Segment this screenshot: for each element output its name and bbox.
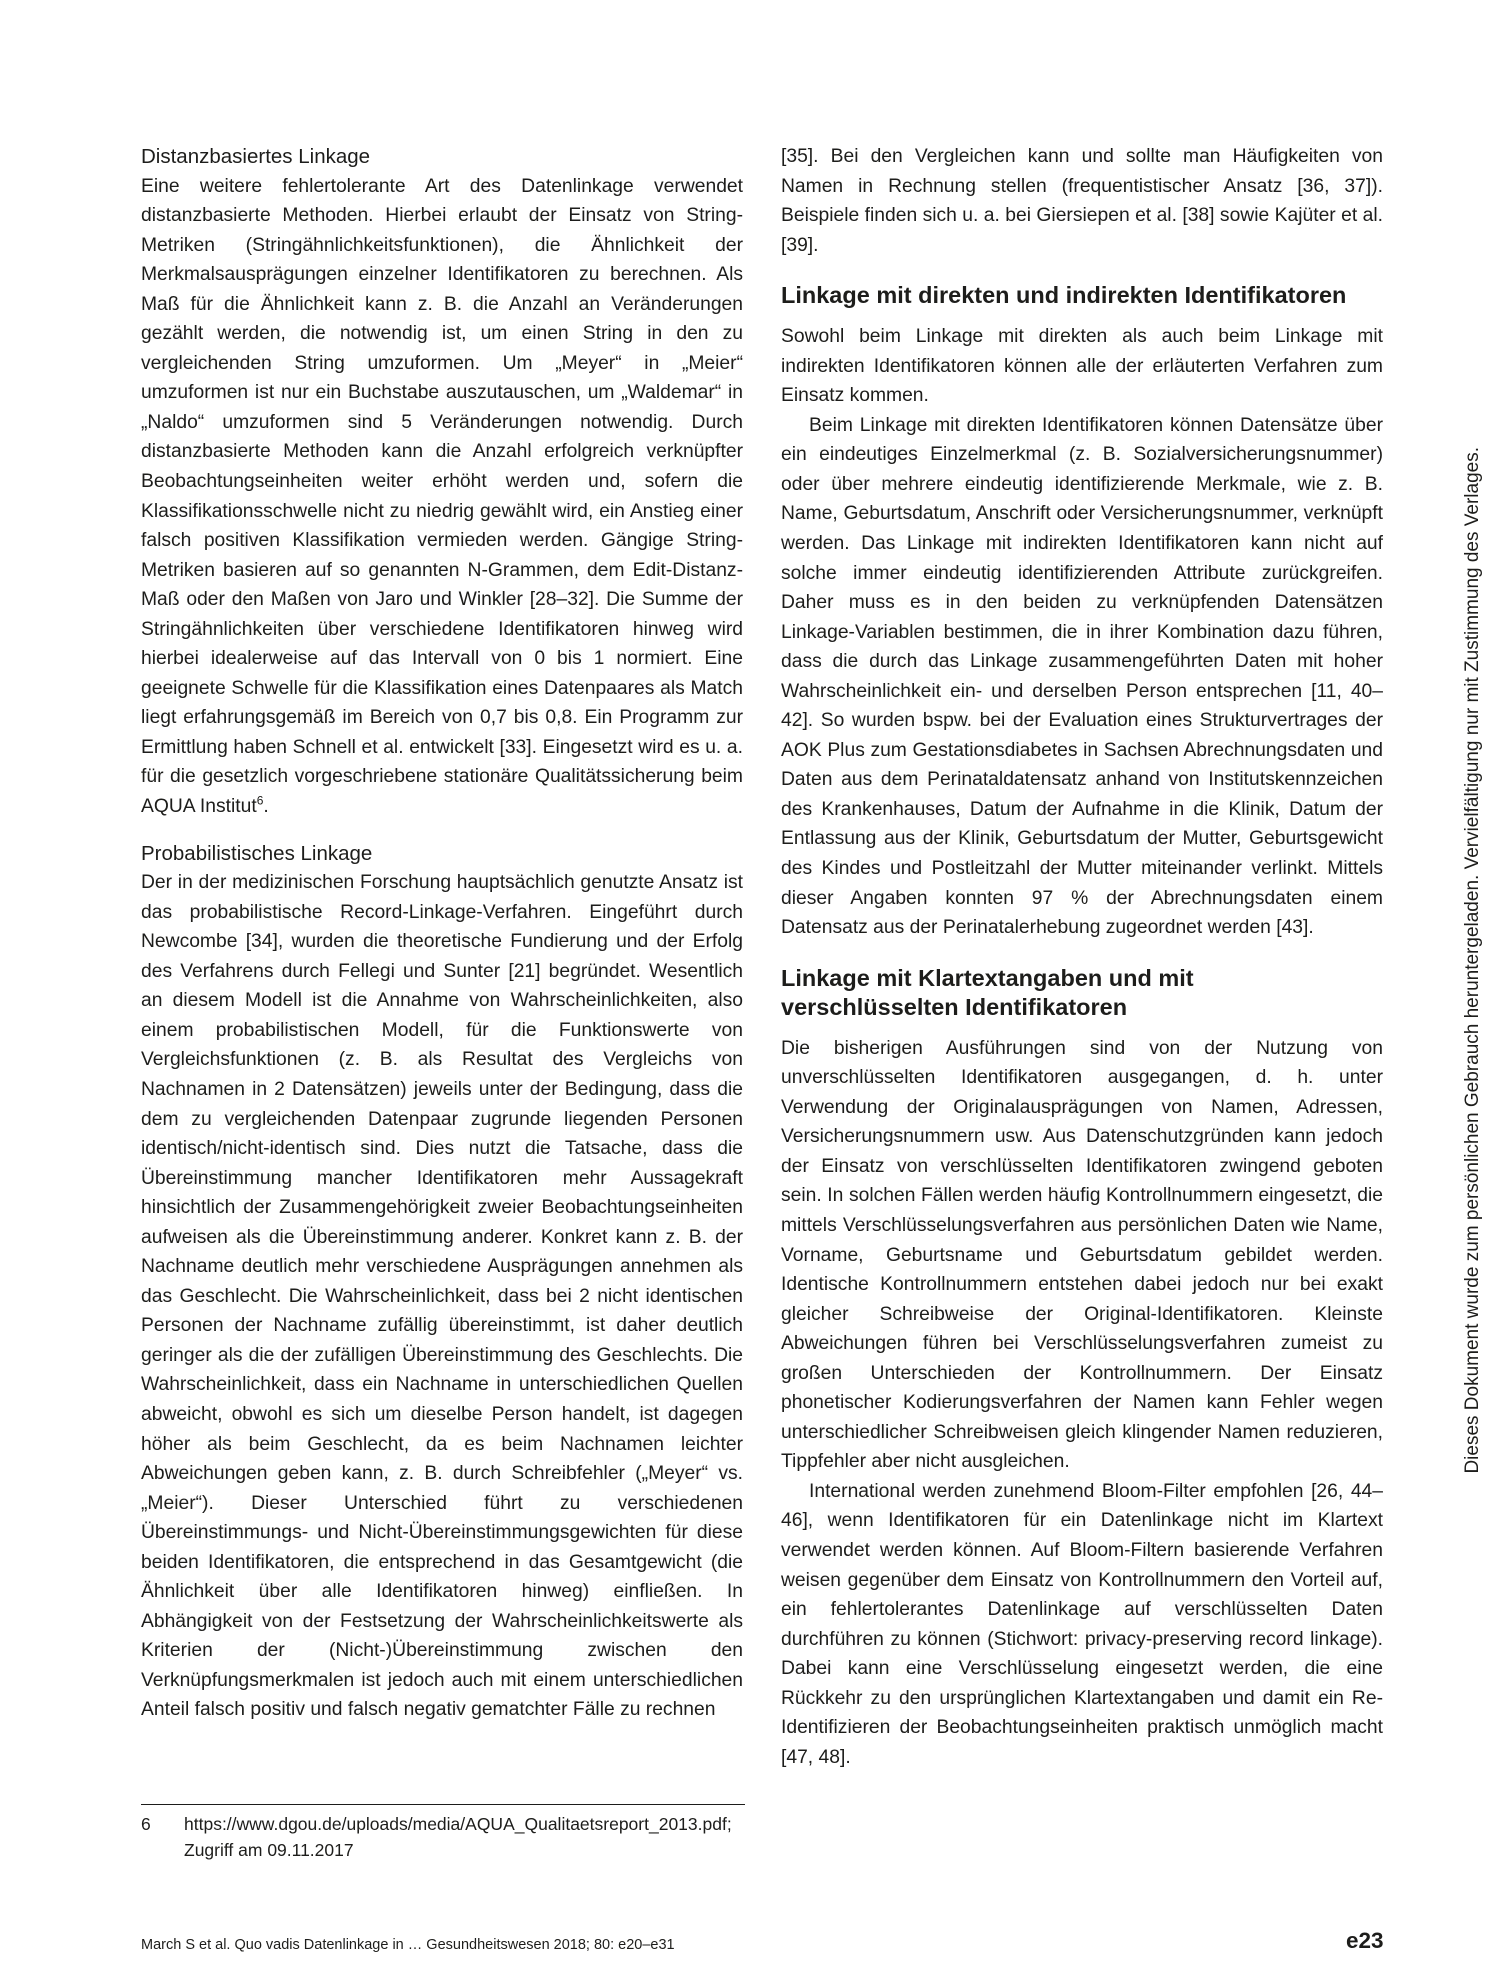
paragraph: Sowohl beim Linkage mit direkten als auch beim Linkage mit indirekten Identifikatoren können alle der erläuterten Verfahren zum Einsatz kommen.	[781, 326, 1383, 407]
heading-line: Linkage mit Klartextangaben und mit	[781, 964, 1194, 991]
footnote-divider	[141, 1804, 745, 1805]
paragraph: Beim Linkage mit direkten Identifikatoren können Datensätze über ein eindeutiges Einzelmerkmal (z. B. Sozialversicherungsnummer) oder über mehrere eindeutig identifizierende Merkmale, wie z. B. Name, Geburtsdatum, Anschrift oder Versicherungsnummer, verknüpft werden. Das Linkage mit indirekten Identifikatoren kann nicht auf solche immer eindeutig identifizierenden Attribute zurückgreifen. Daher muss es in den beiden zu verknüpfenden Datensätzen Linkage-Variablen bestimmen, die in ihrer Kombination dazu führen, dass die durch das Linkage zusammengeführten Daten mit hoher Wahrscheinlichkeit ein- und derselben Person entsprechen [11, 40–42]. So wurden bspw. bei der Evaluation eines Strukturvertrages der AOK Plus zum Gestationsdiabetes in Sachsen Abrechnungsdaten und Daten aus dem Perinataldatensatz anhand von Institutskennzeichen des Krankenhauses, Datum der Aufnahme in die Klinik, Datum der Entlassung aus der Klinik, Geburtsdatum der Mutter, Geburtsgewicht des Kindes und Postleitzahl der Mutter miteinander verlinkt. Mittels dieser Angaben konnten 97 % der Abrechnungsdaten einem Datensatz aus der Perinatalerhebung zugeordnet werden [43].	[781, 414, 1383, 939]
footer-citation: March S et al. Quo vadis Datenlinkage in … Gesundheitswesen 2018; 80: e20–e31	[141, 1937, 675, 1953]
footnote-number: 6	[141, 1814, 151, 1834]
paragraph: Eine weitere fehlertolerante Art des Datenlinkage verwendet distanzbasierte Methoden. Hierbei erlaubt der Einsatz von String-Metriken (Stringähnlichkeitsfunktionen), die Ähnlichkeit der Merkmalsausprägungen einzelner Identifikatoren zu berechnen. Als Maß für die Ähnlichkeit kann z. B. die Anzahl an Veränderungen gezählt werden, die notwendig ist, um einen String in den zu vergleichenden String umzuformen. Um „Meyer“ in „Meier“ umzuformen ist nur ein Buchstabe auszutauschen, um „Waldemar“ in „Naldo“ umzuformen sind 5 Veränderungen notwendig. Durch distanzbasierte Methoden kann die Anzahl erfolgreich verknüpfter Beobachtungseinheiten weiter erhöht werden und, sofern die Klassifikationsschwelle nicht zu niedrig gewählt wird, ein Anstieg einer falsch positiven Klassifikation vermieden werden. Gängige String-Metriken basieren auf so genannten N-Grammen, dem Edit-Distanz-Maß oder den Maßen von Jaro und Winkler [28–32]. Die Summe der Stringähnlichkeiten über verschiedene Identifikatoren hinweg wird hierbei idealerweise auf das Intervall von 0 bis 1 normiert. Eine geeignete Schwelle für die Klassifikation eines Datenpaares als Match liegt erfahrungsgemäß im Bereich von 0,7 bis 0,8. Ein Programm zur Ermittlung haben Schnell et al. entwickelt [33]. Eingesetzt wird es u. a. für die gesetzlich vorgeschriebene stationäre Qualitätssicherung beim AQUA Institut$^6$.	[141, 175, 743, 818]
footnote-link[interactable]: https://www.dgou.de/uploads/media/AQUA_Qualitaetsreport_2013.pdf; Zugriff am 09.11.2017	[184, 1814, 732, 1860]
heading-line: verschlüsselten Identifikatoren	[781, 993, 1128, 1020]
paragraph-text: Eine weitere fehlertolerante Art des Datenlinkage verwendet distanzbasierte Methoden. Hierbei erlaubt der Einsatz von String-Metriken (Stringähnlichkeitsfunktionen), die Ähnlichkeit der Merkmalsausprägungen einzelner Identifikatoren zu berechnen. Als Maß für die Ähnlichkeit kann z. B. die Anzahl an Veränderungen gezählt werden, die notwendig ist, um einen String in den zu vergleichenden String umzuformen. Um „Meyer“ in „Meier“ umzuformen ist nur ein Buchstabe auszutauschen, um „Waldemar“ in „Naldo“ umzuformen sind 5 Veränderungen notwendig. Durch distanzbasierte Methoden kann die Anzahl erfolgreich verknüpfter Beobachtungseinheiten weiter erhöht werden und, sofern die Klassifikationsschwelle nicht zu niedrig gewählt wird, ein Anstieg einer falsch positiven Klassifikation vermieden werden. Gängige String-Metriken basieren auf so genannten N-Grammen, dem Edit-Distanz-Maß oder den Maßen von Jaro und Winkler [28–32]. Die Summe der Stringähnlichkeiten über verschiedene Identifikatoren hinweg wird hierbei idealerweise auf das Intervall von 0 bis 1 normiert. Eine geeignete Schwelle für die Klassifikation eines Datenpaares als Match liegt erfahrungsgemäß im Bereich von 0,7 bis 0,8. Ein Programm zur Ermittlung haben Schnell et al. entwickelt [33]. Eingesetzt wird es u. a. für die gesetzlich vorgeschriebene stationäre Qualitätssicherung beim AQUA Institut	[141, 175, 743, 818]
section-heading-direkte-indirekte: Linkage mit direkten und indirekten Identifikatoren	[781, 282, 1347, 309]
section-heading-klartext	[781, 964, 1383, 1022]
paragraph-continuation: [35]. Bei den Vergleichen kann und sollte man Häufigkeiten von Namen in Rechnung stellen (frequentistischer Ansatz [36, 37]). Beispiele finden sich u. a. bei Giersiepen et al. [38] sowie Kajüter et al. [39].	[781, 146, 1383, 256]
copyright-sidebar-notice: Dieses Dokument wurde zum persönlichen Gebrauch heruntergeladen. Vervielfältigung nur mit Zustimmung des Verlages.	[1462, 447, 1483, 1474]
left-column	[141, 142, 743, 1725]
footnote	[141, 1811, 745, 1863]
paragraph: International werden zunehmend Bloom-Filter empfohlen [26, 44–46], wenn Identifikatoren für ein Datenlinkage nicht im Klartext verwendet werden können. Auf Bloom-Filtern basierende Verfahren weisen gegenüber dem Einsatz von Kontrollnummern den Vorteil auf, ein fehlertolerantes Datenlinkage auf verschlüsselten Daten durchführen zu können (Stichwort: privacy-preserving record linkage). Dabei kann eine Verschlüsselung eingesetzt werden, die eine Rückkehr zu den ursprünglichen Klartextangaben und damit ein Re-Identifizieren der Beobachtungseinheiten praktisch unmöglich macht [47, 48].	[781, 1480, 1383, 1768]
right-column	[781, 142, 1383, 1772]
paragraph: Die bisherigen Ausführungen sind von der Nutzung von unverschlüsselten Identifikatoren ausgegangen, d. h. unter Verwendung der Originalausprägungen von Namen, Adressen, Versicherungsnummern usw. Aus Datenschutzgründen kann jedoch der Einsatz von verschlüsselten Identifikatoren zwingend geboten sein. In solchen Fällen werden häufig Kontrollnummern eingesetzt, die mittels Verschlüsselungsverfahren aus persönlichen Daten wie Name, Vorname, Geburtsname und Geburtsdatum gebildet werden. Identische Kontrollnummern entstehen dabei jedoch nur bei exakt gleicher Schreibweise der Original-Identifikatoren. Kleinste Abweichungen führen bei Verschlüsselungsverfahren zumeist zu großen Unterschieden der Kontrollnummern. Der Einsatz phonetischer Kodierungsverfahren der Namen kann Fehler wegen unterschiedlicher Schreibweisen gleich klingender Namen reduzieren, Tippfehler aber nicht ausgleichen.	[781, 1037, 1383, 1473]
page-number: e23	[1346, 1928, 1384, 1953]
section-heading-probabilistisch: Probabilistisches Linkage	[141, 841, 373, 865]
section-heading-distanzbasiert: Distanzbasiertes Linkage	[141, 145, 371, 168]
paragraph: Der in der medizinischen Forschung hauptsächlich genutzte Ansatz ist das probabilistische Record-Linkage-Verfahren. Eingeführt durch Newcombe [34], wurden die theoretische Fundierung und der Erfolg des Verfahrens durch Fellegi und Sunter [21] begründet. Wesentlich an diesem Modell ist die Annahme von Wahrscheinlichkeiten, also einem probabilistischen Modell, für die Funktionswerte von Vergleichsfunktionen (z. B. als Resultat des Vergleichs von Nachnamen in 2 Datensätzen) jeweils unter der Bedingung, dass die dem zu vergleichenden Datenpaar zugrunde liegenden Personen identisch/nicht-identisch sind. Dies nutzt die Tatsache, dass die Übereinstimmung mancher Identifikatoren mehr Aussagekraft hinsichtlich der Zusammengehörigkeit zweier Beobachtungseinheiten aufweisen als die Übereinstimmung anderer. Konkret kann z. B. der Nachname deutlich mehr verschiedene Ausprägungen annehmen als das Geschlecht. Die Wahrscheinlichkeit, dass bei 2 nicht identischen Personen der Nachname zufällig übereinstimmt, ist daher deutlich geringer als die der zufälligen Übereinstimmung des Geschlechts. Die Wahrscheinlichkeit, dass ein Nachname in unterschiedlichen Quellen abweicht, obwohl es sich um dieselbe Person handelt, ist dagegen höher als beim Geschlecht, da es beim Nachnamen leichter Abweichungen geben kann, z. B. durch Schreibfehler („Meyer“ vs. „Meier“). Dieser Unterschied führt zu verschiedenen Übereinstimmungs- und Nicht-Übereinstimmungsgewichten für diese beiden Identifikatoren, die entsprechend in das Gesamtgewicht (die Ähnlichkeit über alle Identifikatoren hinweg) einfließen. In Abhängigkeit von der Festsetzung der Wahrscheinlichkeitswerte als Kriterien der (Nicht-)Übereinstimmung zwischen den Verknüpfungsmerkmalen ist jedoch auch mit einem unterschiedlichen Anteil falsch positiv und falsch negativ gematchter Fälle zu rechnen	[141, 872, 743, 1721]
footnote-marker[interactable]: 6	[256, 793, 264, 808]
